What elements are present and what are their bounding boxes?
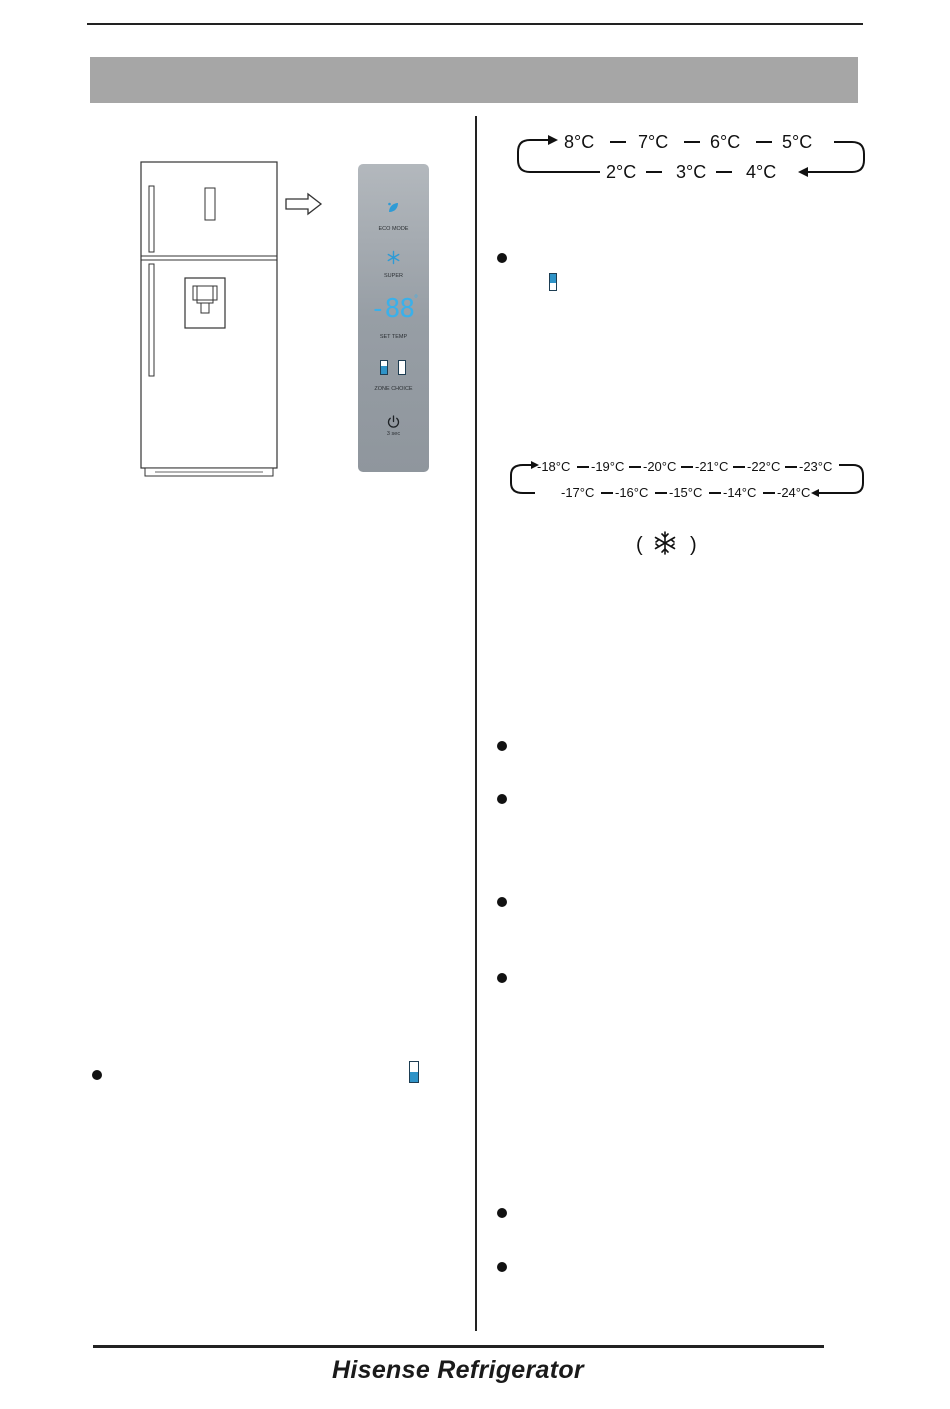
eco-leaf-icon[interactable]: [386, 200, 401, 215]
freezer-temperature-cycle: [505, 455, 875, 503]
power-icon[interactable]: [386, 414, 401, 429]
temperature-step: 7°C: [638, 132, 669, 152]
temperature-step: -18°C: [537, 459, 571, 474]
temperature-step: -21°C: [695, 459, 729, 474]
bullet: [92, 1070, 102, 1080]
temperature-step: -20°C: [643, 459, 677, 474]
temperature-step: 6°C: [710, 132, 741, 152]
display-digits: -88: [370, 294, 414, 324]
bullet: [497, 253, 507, 263]
bullet: [497, 1262, 507, 1272]
display-degree-unit: °: [414, 294, 418, 305]
zone-choice-freezer-icon-inline: [409, 1061, 419, 1083]
fridge-temperature-cycle: [510, 124, 875, 186]
paren-open: (: [636, 534, 643, 556]
footer-brand: Hisense Refrigerator: [332, 1356, 584, 1384]
paren-close: ): [690, 534, 697, 556]
temperature-step: 4°C: [746, 162, 777, 182]
temperature-step: 8°C: [564, 132, 595, 152]
bullet: [497, 794, 507, 804]
column-divider: [475, 116, 477, 1331]
bullet: [497, 741, 507, 751]
temperature-step: -15°C: [669, 485, 703, 500]
super-label: SUPER: [384, 273, 403, 279]
snowflake-icon[interactable]: [386, 250, 401, 265]
zone-choice-freezer-icon[interactable]: [398, 360, 406, 375]
set-temp-label: SET TEMP: [379, 334, 408, 340]
bullet: [497, 973, 507, 983]
temperature-step: -19°C: [591, 459, 625, 474]
bottom-rule: [93, 1345, 824, 1348]
temperature-step: -16°C: [615, 485, 649, 500]
power-hold-label: 3 sec: [386, 431, 401, 437]
temperature-step: 3°C: [676, 162, 707, 182]
temperature-step: -14°C: [723, 485, 757, 500]
control-panel: [358, 164, 429, 472]
zone-choice-fridge-icon-inline: [549, 273, 557, 291]
temperature-display: [364, 292, 420, 326]
zone-choice-label: ZONE CHOICE: [374, 386, 413, 392]
bullet: [497, 897, 507, 907]
temperature-step: 2°C: [606, 162, 637, 182]
snowflake-icon: [652, 530, 678, 556]
section-header-band: [90, 57, 858, 103]
temperature-step: -24°C: [777, 485, 811, 500]
top-rule: [87, 23, 863, 25]
arrow-right-outline-icon: [284, 192, 324, 216]
temperature-step: -22°C: [747, 459, 781, 474]
eco-mode-label: ECO MODE: [378, 226, 409, 232]
refrigerator-illustration: [135, 158, 283, 480]
zone-choice-fridge-icon[interactable]: [380, 360, 388, 375]
temperature-step: 5°C: [782, 132, 813, 152]
bullet: [497, 1208, 507, 1218]
temperature-step: -23°C: [799, 459, 833, 474]
temperature-step: -17°C: [561, 485, 595, 500]
